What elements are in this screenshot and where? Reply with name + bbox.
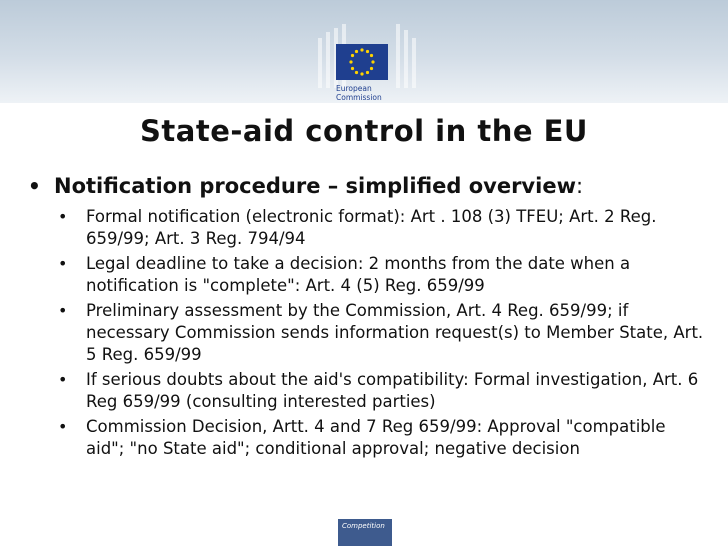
logo-line-commission: Commission (336, 93, 382, 102)
list-item-text: If serious doubts about the aid's compatibility: Formal investigation, Art. 6 Reg 659/99 (consulting interested parties) (86, 370, 699, 411)
bullet-icon: • (58, 207, 68, 226)
list-item (58, 253, 708, 297)
logo-text (336, 84, 382, 102)
bullet-icon: • (28, 174, 41, 198)
eu-flag-icon (336, 44, 388, 80)
footer-competition-tab (338, 519, 392, 546)
list-item (58, 300, 708, 366)
list-item (58, 206, 708, 250)
bullet-icon: • (58, 301, 68, 320)
footer-label: Competition (342, 522, 385, 530)
slide-title: State-aid control in the EU (140, 114, 588, 148)
list-item (58, 369, 708, 413)
main-bullet-heading: Notification procedure – simplified overview (54, 174, 576, 198)
logo-line-european: European (336, 84, 372, 93)
list-item-text: Commission Decision, Artt. 4 and 7 Reg 659/99: Approval "compatible aid"; "no State aid"; conditional approval; negative decision (86, 417, 666, 458)
bullet-icon: • (58, 417, 68, 436)
list-item-text: Legal deadline to take a decision: 2 months from the date when a notification is "complete": Art. 4 (5) Reg. 659/99 (86, 254, 631, 295)
bullet-icon: • (58, 254, 68, 273)
list-item-text: Formal notification (electronic format): Art . 108 (3) TFEU; Art. 2 Reg. 659/99; Art. 3 Reg. 794/94 (86, 207, 657, 248)
slide-body (28, 174, 708, 463)
european-commission-logo (336, 44, 396, 104)
main-bullet-colon: : (575, 174, 584, 198)
list-item-text: Preliminary assessment by the Commission, Art. 4 Reg. 659/99; if necessary Commission sends information request(s) to Member State, Art. 5 Reg. 659/99 (86, 301, 704, 364)
list-item (58, 416, 708, 460)
main-bullet (28, 174, 708, 198)
sub-bullet-list (28, 206, 708, 460)
bullet-icon: • (58, 370, 68, 389)
